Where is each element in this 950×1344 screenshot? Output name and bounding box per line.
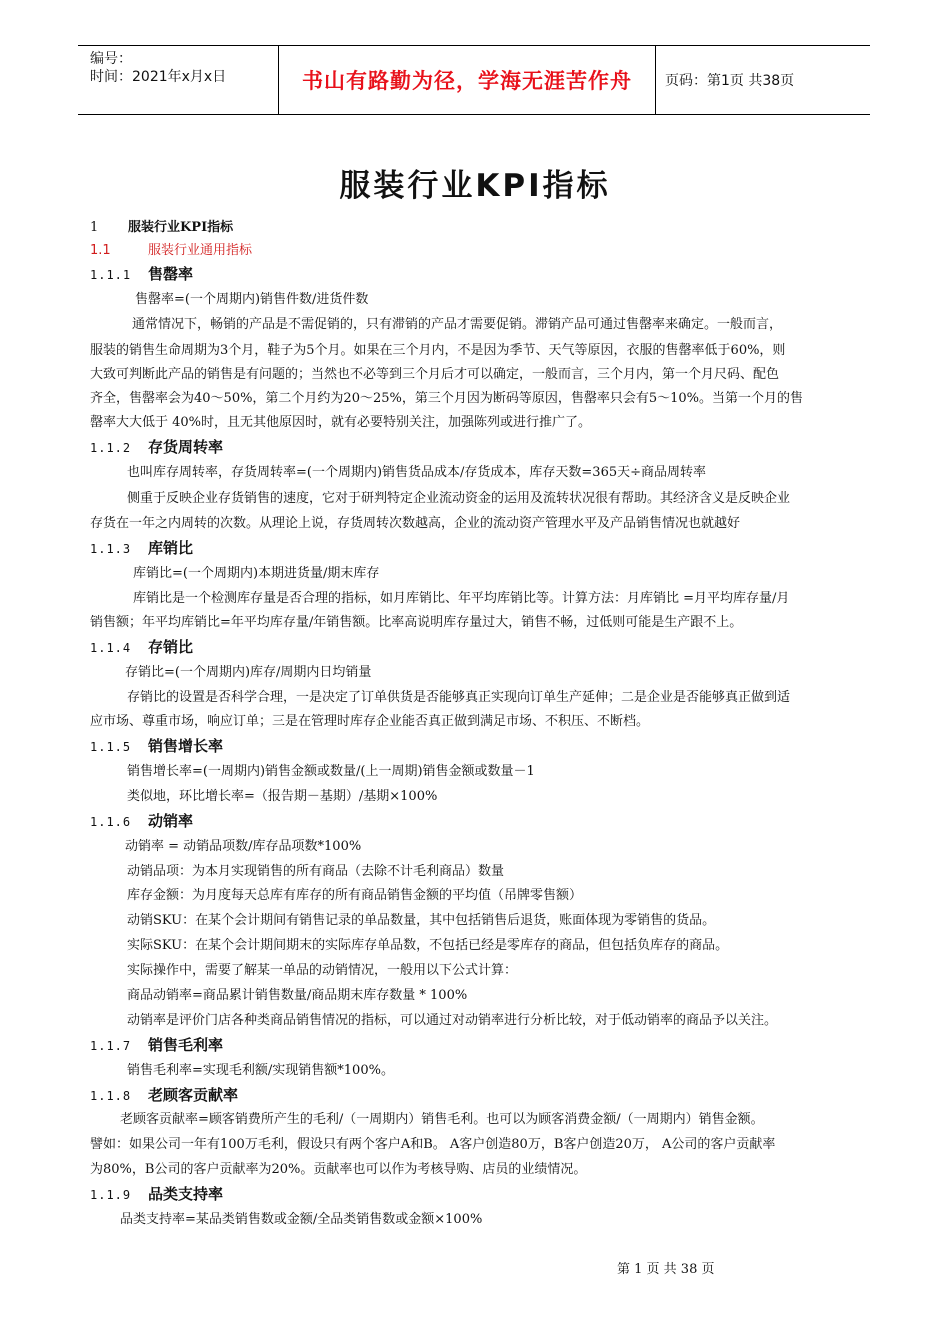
- heading-2-number: 1.1: [90, 243, 111, 258]
- paragraph-line: 动销率 = 动销品项数/库存品项数*100%: [125, 839, 362, 854]
- paragraph-line: 销售增长率=(一周期内)销售金额或数量/(上一周期)销售金额或数量－1: [127, 764, 535, 779]
- section-title: 动销率: [148, 812, 194, 830]
- section-heading: [90, 1183, 223, 1204]
- section-heading: [90, 1034, 223, 1055]
- paragraph-line: 通常情况下，畅销的产品是不需促销的，只有滞销的产品才需要促销。滞销产品可通过售罄率来确定。一般而言，: [132, 317, 783, 332]
- section-number: 1.1.1: [90, 268, 132, 282]
- section-number: 1.1.5: [90, 740, 132, 754]
- section-number: 1.1.2: [90, 441, 132, 455]
- paragraph-line: 罄率大大低于 40%时，且无其他原因时，就有必要特别关注，加强陈列或进行推广了。: [90, 415, 592, 430]
- section-title: 销售毛利率: [148, 1036, 224, 1054]
- paragraph-line: 实际SKU：在某个会计期间期末的实际库存单品数，不包括已经是零库存的商品，但包括负库存的商品。: [127, 938, 729, 953]
- section-heading: [90, 537, 193, 558]
- section-title: 存销比: [148, 638, 194, 656]
- paragraph-line: 销售额；年平均库销比=年平均库存量/年销售额。比率高说明库存量过大，销售不畅，过低则可能是生产跟不上。: [90, 615, 743, 630]
- section-number: 1.1.3: [90, 542, 132, 556]
- heading-1-number: 1: [90, 220, 99, 235]
- paragraph-line: 服装的销售生命周期为3个月，鞋子为5个月。如果在三个月内，不是因为季节、天气等原因，衣服的售罄率低于60%，则: [90, 343, 786, 358]
- paragraph-line: 也叫库存周转率，存货周转率=(一个周期内)销售货品成本/存货成本，库存天数=365天÷商品周转率: [127, 465, 707, 480]
- paragraph-line: 实际操作中，需要了解某一单品的动销情况，一般用以下公式计算：: [127, 963, 518, 978]
- section-title: 销售增长率: [148, 737, 224, 755]
- document-title: 服装行业KPI指标: [339, 168, 611, 204]
- heading-2-text: 服装行业通用指标: [148, 243, 253, 258]
- paragraph-line: 销售毛利率=实现毛利额/实现销售额*100%。: [127, 1063, 394, 1078]
- section-heading: [90, 810, 193, 831]
- section-title: 品类支持率: [148, 1185, 224, 1203]
- paragraph-line: 类似地，环比增长率=（报告期－基期）/基期×100%: [127, 789, 438, 804]
- section-heading: [90, 636, 193, 657]
- paragraph-line: 动销品项：为本月实现销售的所有商品（去除不计毛利商品）数量: [127, 864, 505, 879]
- paragraph-line: 品类支持率=某品类销售数或金额/全品类销售数或金额×100%: [120, 1212, 483, 1227]
- paragraph-line: 大致可判断此产品的销售是有问题的；当然也不必等到三个月后才可以确定，一般而言，三个月内，第一个月尺码、配色: [90, 367, 780, 382]
- section-title: 库销比: [148, 539, 194, 557]
- page-header: [78, 45, 870, 115]
- paragraph-line: 商品动销率=商品累计销售数量/商品期末库存数量 * 100%: [127, 988, 468, 1003]
- section-number: 1.1.6: [90, 815, 132, 829]
- heading-1-text: 服装行业KPI指标: [128, 220, 234, 235]
- section-title: 老顾客贡献率: [148, 1086, 239, 1104]
- header-meta: [78, 46, 278, 114]
- page-footer: 第 1 页 共 38 页: [617, 1262, 715, 1277]
- section-number: 1.1.9: [90, 1188, 132, 1202]
- paragraph-line: 齐全，售罄率会为40～50%，第二个月约为20～25%，第三个月因为断码等原因，售罄率只会有5～10%。当第一个月的售: [90, 391, 804, 406]
- paragraph-line: 动销率是评价门店各种类商品销售情况的指标，可以通过对动销率进行分析比较，对于低动销率的商品予以关注。: [127, 1013, 778, 1028]
- paragraph-line: 侧重于反映企业存货销售的速度，它对于研判特定企业流动资金的运用及流转状况很有帮助。其经济含义是反映企业: [127, 491, 791, 506]
- heading-1: [90, 216, 233, 235]
- paragraph-line: 库存金额：为月度每天总库有库存的所有商品销售金额的平均值（吊牌零售额）: [127, 888, 583, 903]
- paragraph-line: 动销SKU：在某个会计期间有销售记录的单品数量，其中包括销售后退货，账面体现为零销售的货品。: [127, 913, 716, 928]
- paragraph-line: 售罄率=(一个周期内)销售件数/进货件数: [135, 292, 369, 307]
- section-heading: [90, 1084, 238, 1105]
- section-heading: [90, 735, 223, 756]
- paragraph-line: 譬如：如果公司一年有100万毛利，假设只有两个客户A和B。 A客户创造80万，B客户创造20万， A公司的客户贡献率: [90, 1137, 776, 1152]
- paragraph-line: 存销比的设置是否科学合理，一是决定了订单供货是否能够真正实现向订单生产延伸；二是企业是否能够真正做到适: [127, 690, 791, 705]
- doc-time: 时间：2021年x月x日: [90, 69, 227, 85]
- section-title: 售罄率: [148, 265, 194, 283]
- heading-2: [90, 239, 252, 258]
- section-number: 1.1.8: [90, 1089, 132, 1103]
- section-number: 1.1.7: [90, 1039, 132, 1053]
- doc-number: 编号：: [90, 51, 132, 67]
- section-number: 1.1.4: [90, 641, 132, 655]
- paragraph-line: 库销比是一个检测库存量是否合理的指标，如月库销比、年平均库销比等。计算方法：月库销比 =月平均库存量/月: [133, 591, 790, 606]
- header-page-info: 页码：第1页 共38页: [665, 73, 795, 89]
- paragraph-line: 应市场、尊重市场，响应订单；三是在管理时库存企业能否真正做到满足市场、不积压、不断档。: [90, 714, 650, 729]
- paragraph-line: 存货在一年之内周转的次数。从理论上说，存货周转次数越高，企业的流动资产管理水平及产品销售情况也就越好: [90, 516, 741, 531]
- paragraph-line: 为80%，B公司的客户贡献率为20%。贡献率也可以作为考核导购、店员的业绩情况。: [90, 1162, 587, 1177]
- section-heading: [90, 263, 193, 284]
- paragraph-line: 库销比=(一个周期内)本期进货量/期末库存: [133, 566, 380, 581]
- section-heading: [90, 436, 223, 457]
- header-motto: 书山有路勤为径，学海无涯苦作舟: [278, 46, 656, 114]
- paragraph-line: 存销比=(一个周期内)库存/周期内日均销量: [125, 665, 372, 680]
- section-title: 存货周转率: [148, 438, 224, 456]
- paragraph-line: 老顾客贡献率=顾客销费所产生的毛利/（一周期内）销售毛利。也可以为顾客消费金额/（一周期内）销售金额。: [120, 1112, 764, 1127]
